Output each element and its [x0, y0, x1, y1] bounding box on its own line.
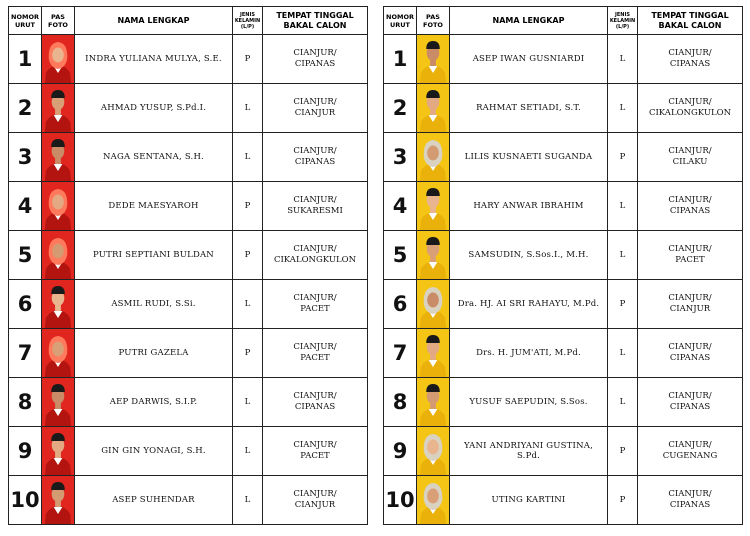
- candidate-number: 5: [384, 231, 417, 280]
- candidate-gender: P: [233, 329, 263, 378]
- candidate-residence-line: CIANJUR/: [668, 293, 712, 303]
- candidate-name: SAMSUDIN, S.Sos.I., M.H.: [450, 231, 608, 280]
- candidate-gender: P: [608, 476, 638, 525]
- candidate-row: [9, 476, 368, 525]
- candidate-residence-line: CIANJUR/: [668, 489, 712, 499]
- candidate-residence: [638, 280, 743, 329]
- header-nomor-urut: [9, 7, 42, 35]
- candidate-gender: L: [608, 329, 638, 378]
- header-nomor-urut-line: URUT: [390, 20, 410, 29]
- candidate-photo-icon: [42, 182, 74, 230]
- candidate-name: AHMAD YUSUP, S.Pd.I.: [75, 84, 233, 133]
- candidate-gender: P: [233, 182, 263, 231]
- candidate-residence-line: CIANJUR/: [293, 48, 337, 58]
- candidate-gender: P: [233, 35, 263, 84]
- header-nomor-urut: [384, 7, 417, 35]
- candidate-row: [9, 280, 368, 329]
- candidate-number: 6: [384, 280, 417, 329]
- candidate-photo-icon: [42, 35, 74, 83]
- candidate-photo-cell: [42, 231, 75, 280]
- candidate-residence-line: CIANJUR/: [293, 342, 337, 352]
- candidate-photo-icon: [417, 133, 449, 181]
- candidate-gender: L: [608, 378, 638, 427]
- table-header-row: [9, 7, 368, 35]
- candidate-name: ASMIL RUDI, S.Si.: [75, 280, 233, 329]
- candidate-photo-icon: [42, 84, 74, 132]
- header-pas-foto-line: FOTO: [48, 20, 68, 29]
- candidate-photo-icon: [417, 427, 449, 475]
- candidate-row: [384, 427, 743, 476]
- candidate-gender: L: [608, 35, 638, 84]
- candidate-residence: [263, 476, 368, 525]
- candidate-name: YUSUF SAEPUDIN, S.Sos.: [450, 378, 608, 427]
- header-pas-foto-line: PAS: [426, 12, 440, 21]
- candidate-residence-line: CILAKU: [672, 157, 708, 167]
- candidate-name: ASEP IWAN GUSNIARDI: [450, 35, 608, 84]
- candidate-residence-line: SUKARESMI: [287, 206, 343, 216]
- candidate-gender: L: [233, 378, 263, 427]
- candidate-residence-line: CIANJUR/: [668, 244, 712, 254]
- candidate-number: 7: [384, 329, 417, 378]
- header-pas-foto-line: FOTO: [423, 20, 443, 29]
- candidate-row: [384, 182, 743, 231]
- candidate-name: PUTRI SEPTIANI BULDAN: [75, 231, 233, 280]
- header-jenis-kelamin-line: (L/P): [240, 23, 255, 30]
- header-tempat-tinggal-line: TEMPAT TINGGAL: [276, 10, 354, 20]
- candidate-number: 1: [384, 35, 417, 84]
- header-jenis-kelamin-line: JENIS: [615, 11, 630, 18]
- candidate-residence-line: CIANJUR: [294, 108, 336, 118]
- candidate-row: [384, 133, 743, 182]
- candidate-residence: [638, 427, 743, 476]
- candidate-row: [384, 476, 743, 525]
- candidate-residence: [638, 182, 743, 231]
- candidate-gender: L: [233, 84, 263, 133]
- candidate-residence-line: CIPANAS: [669, 206, 711, 216]
- candidate-residence-line: PACET: [300, 451, 330, 461]
- candidate-name: ASEP SUHENDAR: [75, 476, 233, 525]
- candidate-name: UTING KARTINI: [450, 476, 608, 525]
- candidate-gender: L: [233, 133, 263, 182]
- candidate-residence-line: PACET: [300, 353, 330, 363]
- candidate-photo-cell: [42, 476, 75, 525]
- candidate-number: 2: [384, 84, 417, 133]
- candidate-residence-line: PACET: [300, 304, 330, 314]
- candidate-name: INDRA YULIANA MULYA, S.E.: [75, 35, 233, 84]
- candidate-number: 9: [9, 427, 42, 476]
- candidate-photo-icon: [417, 231, 449, 279]
- candidate-residence-line: CIANJUR/: [293, 195, 337, 205]
- candidate-photo-cell: [417, 133, 450, 182]
- candidate-name: HARY ANWAR IBRAHIM: [450, 182, 608, 231]
- header-nama-lengkap: NAMA LENGKAP: [75, 7, 233, 35]
- candidate-residence: [263, 182, 368, 231]
- candidate-residence-line: CIANJUR/: [668, 391, 712, 401]
- candidate-number: 10: [384, 476, 417, 525]
- candidate-residence-line: CIPANAS: [669, 353, 711, 363]
- candidate-gender: L: [608, 231, 638, 280]
- candidate-residence-line: CIPANAS: [294, 59, 336, 69]
- left-candidate-table: [8, 6, 368, 525]
- candidate-residence-line: CIANJUR/: [293, 440, 337, 450]
- candidate-number: 2: [9, 84, 42, 133]
- candidate-name: GIN GIN YONAGI, S.H.: [75, 427, 233, 476]
- candidate-number: 6: [9, 280, 42, 329]
- candidate-number: 4: [384, 182, 417, 231]
- header-pas-foto: [417, 7, 450, 35]
- candidate-name: Dra. HJ. AI SRI RAHAYU, M.Pd.: [450, 280, 608, 329]
- candidate-residence-line: CIANJUR/: [668, 97, 712, 107]
- candidate-residence: [638, 378, 743, 427]
- candidate-residence-line: CIANJUR/: [668, 146, 712, 156]
- header-tempat-tinggal: [638, 7, 743, 35]
- candidate-residence-line: PACET: [675, 255, 705, 265]
- candidate-name: RAHMAT SETIADI, S.T.: [450, 84, 608, 133]
- candidate-residence-line: CIPANAS: [294, 157, 336, 167]
- candidate-photo-icon: [417, 476, 449, 524]
- candidate-photo-icon: [42, 329, 74, 377]
- candidate-photo-cell: [417, 231, 450, 280]
- candidate-row: [9, 231, 368, 280]
- candidate-gender: L: [233, 427, 263, 476]
- header-nomor-urut-line: NOMOR: [386, 12, 414, 21]
- candidate-residence: [263, 133, 368, 182]
- candidate-photo-icon: [42, 133, 74, 181]
- candidate-number: 7: [9, 329, 42, 378]
- candidate-residence: [638, 35, 743, 84]
- candidate-residence-line: CIPANAS: [669, 402, 711, 412]
- candidate-residence: [263, 84, 368, 133]
- candidate-residence-line: CIANJUR/: [668, 48, 712, 58]
- candidate-residence: [263, 280, 368, 329]
- candidate-gender: P: [233, 231, 263, 280]
- candidate-residence: [263, 378, 368, 427]
- candidate-residence-line: CIPANAS: [669, 500, 711, 510]
- candidate-residence: [263, 427, 368, 476]
- candidate-gender: L: [233, 476, 263, 525]
- candidate-name: Drs. H. JUM'ATI, M.Pd.: [450, 329, 608, 378]
- candidate-number: 4: [9, 182, 42, 231]
- candidate-residence-line: CIKALONGKULON: [273, 255, 357, 265]
- candidate-row: [9, 84, 368, 133]
- header-nomor-urut-line: URUT: [15, 20, 35, 29]
- candidate-residence-line: CIPANAS: [294, 402, 336, 412]
- candidate-photo-cell: [417, 182, 450, 231]
- candidate-residence-line: CIANJUR/: [293, 489, 337, 499]
- candidate-photo-cell: [42, 182, 75, 231]
- candidate-residence-line: CIANJUR/: [668, 440, 712, 450]
- candidate-residence: [263, 35, 368, 84]
- candidate-photo-cell: [42, 84, 75, 133]
- candidate-row: [9, 378, 368, 427]
- candidate-number: 3: [9, 133, 42, 182]
- candidate-gender: P: [608, 280, 638, 329]
- candidate-residence-line: CIPANAS: [669, 59, 711, 69]
- candidate-residence-line: CIKALONGKULON: [648, 108, 732, 118]
- candidate-photo-cell: [417, 329, 450, 378]
- right-candidate-table: [383, 6, 743, 525]
- candidate-gender: L: [233, 280, 263, 329]
- candidate-residence: [638, 231, 743, 280]
- candidate-gender: P: [608, 133, 638, 182]
- candidate-photo-icon: [42, 231, 74, 279]
- candidate-number: 8: [384, 378, 417, 427]
- candidate-name: DEDE MAESYAROH: [75, 182, 233, 231]
- header-tempat-tinggal-line: BAKAL CALON: [658, 20, 722, 30]
- candidate-gender: P: [608, 427, 638, 476]
- header-nama-lengkap: NAMA LENGKAP: [450, 7, 608, 35]
- candidate-residence-line: CIANJUR/: [668, 342, 712, 352]
- candidate-residence-line: CIANJUR: [294, 500, 336, 510]
- header-tempat-tinggal-line: TEMPAT TINGGAL: [651, 10, 729, 20]
- candidate-row: [384, 378, 743, 427]
- candidate-row: [384, 329, 743, 378]
- candidate-residence-line: CIANJUR/: [293, 293, 337, 303]
- header-tempat-tinggal: [263, 7, 368, 35]
- candidate-residence: [263, 231, 368, 280]
- header-jenis-kelamin-line: KELAMIN: [234, 17, 261, 24]
- candidate-photo-cell: [42, 280, 75, 329]
- candidate-residence-line: CIANJUR/: [668, 195, 712, 205]
- header-nomor-urut-line: NOMOR: [11, 12, 39, 21]
- candidate-photo-cell: [417, 84, 450, 133]
- candidate-photo-cell: [417, 427, 450, 476]
- header-jenis-kelamin-line: (L/P): [615, 23, 630, 30]
- candidate-number: 5: [9, 231, 42, 280]
- candidate-residence: [638, 133, 743, 182]
- candidate-number: 3: [384, 133, 417, 182]
- candidate-residence-line: CIANJUR: [669, 304, 711, 314]
- candidate-photo-icon: [42, 476, 74, 524]
- candidate-residence-line: CIANJUR/: [293, 244, 337, 254]
- candidate-row: [9, 35, 368, 84]
- candidate-photo-cell: [417, 476, 450, 525]
- candidate-photo-icon: [417, 35, 449, 83]
- candidate-photo-cell: [417, 378, 450, 427]
- candidate-name: LILIS KUSNAETI SUGANDA: [450, 133, 608, 182]
- candidate-gender: L: [608, 182, 638, 231]
- header-pas-foto-line: PAS: [51, 12, 65, 21]
- candidate-number: 1: [9, 35, 42, 84]
- candidate-residence: [638, 329, 743, 378]
- candidate-photo-icon: [417, 329, 449, 377]
- candidate-photo-cell: [417, 35, 450, 84]
- candidate-photo-icon: [417, 182, 449, 230]
- candidate-name: PUTRI GAZELA: [75, 329, 233, 378]
- candidate-photo-icon: [42, 378, 74, 426]
- candidate-photo-cell: [42, 133, 75, 182]
- candidate-row: [384, 35, 743, 84]
- candidate-residence-line: CIANJUR/: [293, 146, 337, 156]
- header-jenis-kelamin: [608, 7, 638, 35]
- candidate-photo-icon: [417, 378, 449, 426]
- candidate-row: [384, 231, 743, 280]
- candidate-number: 9: [384, 427, 417, 476]
- candidate-gender: L: [608, 84, 638, 133]
- header-jenis-kelamin-line: KELAMIN: [609, 17, 636, 24]
- candidate-row: [384, 84, 743, 133]
- candidate-name: YANI ANDRIYANI GUSTINA, S.Pd.: [450, 427, 608, 476]
- candidate-photo-icon: [417, 84, 449, 132]
- candidate-row: [384, 280, 743, 329]
- candidate-photo-cell: [42, 35, 75, 84]
- header-pas-foto: [42, 7, 75, 35]
- candidate-photo-icon: [42, 280, 74, 328]
- candidate-row: [9, 329, 368, 378]
- candidate-row: [9, 133, 368, 182]
- header-jenis-kelamin: [233, 7, 263, 35]
- candidate-residence-line: CUGENANG: [662, 451, 718, 461]
- header-jenis-kelamin-line: JENIS: [240, 11, 255, 18]
- candidate-photo-icon: [42, 427, 74, 475]
- candidate-name: AEP DARWIS, S.I.P.: [75, 378, 233, 427]
- candidate-number: 8: [9, 378, 42, 427]
- candidate-photo-cell: [417, 280, 450, 329]
- candidate-residence: [638, 84, 743, 133]
- candidate-name: NAGA SENTANA, S.H.: [75, 133, 233, 182]
- header-tempat-tinggal-line: BAKAL CALON: [283, 20, 347, 30]
- candidate-row: [9, 427, 368, 476]
- candidate-photo-cell: [42, 378, 75, 427]
- candidate-residence: [638, 476, 743, 525]
- candidate-residence-line: CIANJUR/: [293, 97, 337, 107]
- candidate-number: 10: [9, 476, 42, 525]
- candidate-photo-cell: [42, 427, 75, 476]
- candidate-photo-cell: [42, 329, 75, 378]
- candidate-row: [9, 182, 368, 231]
- candidate-residence-line: CIANJUR/: [293, 391, 337, 401]
- table-header-row: [384, 7, 743, 35]
- candidate-photo-icon: [417, 280, 449, 328]
- candidate-residence: [263, 329, 368, 378]
